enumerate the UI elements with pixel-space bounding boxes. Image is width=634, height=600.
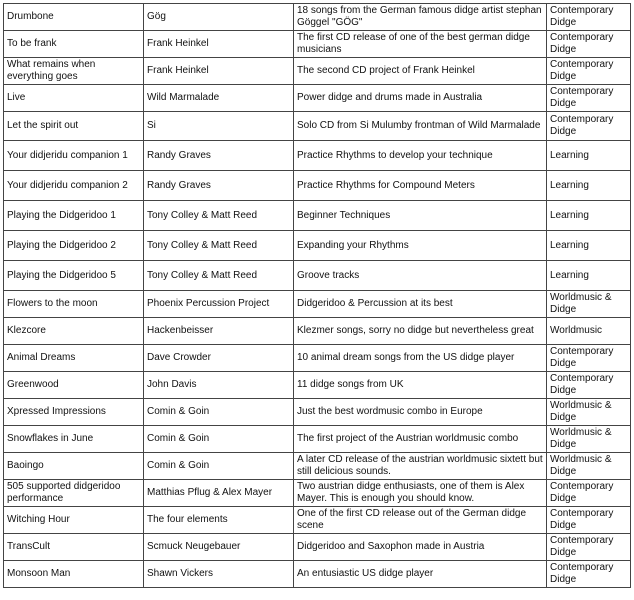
cd-description-cell: Expanding your Rhythms [294, 231, 547, 261]
cd-description-cell: Didgeridoo and Saxophon made in Austria [294, 534, 547, 561]
cd-genre-cell: Worldmusic & Didge [547, 399, 631, 426]
cd-genre-cell: Contemporary Didge [547, 58, 631, 85]
cd-genre-cell: Contemporary Didge [547, 561, 631, 588]
cd-description-cell: Groove tracks [294, 261, 547, 291]
cd-title-cell: 505 supported didgeridoo performance [4, 480, 144, 507]
table-row [4, 58, 631, 85]
cd-description-cell: One of the first CD release out of the German didge scene [294, 507, 547, 534]
cd-genre-cell: Contemporary Didge [547, 345, 631, 372]
cd-genre-cell: Learning [547, 141, 631, 171]
cd-title-cell: Greenwood [4, 372, 144, 399]
cd-genre-cell: Learning [547, 201, 631, 231]
table-row [4, 426, 631, 453]
cd-title-cell: Snowflakes in June [4, 426, 144, 453]
cd-description-cell: Klezmer songs, sorry no didge but nevertheless great [294, 318, 547, 345]
cd-genre-cell: Contemporary Didge [547, 31, 631, 58]
cd-title-cell: Your didjeridu companion 1 [4, 141, 144, 171]
cd-title-cell: Playing the Didgeridoo 2 [4, 231, 144, 261]
cd-artist-cell: Comin & Goin [144, 399, 294, 426]
cd-artist-cell: Randy Graves [144, 141, 294, 171]
cd-artist-cell: Tony Colley & Matt Reed [144, 201, 294, 231]
cd-genre-cell: Worldmusic [547, 318, 631, 345]
cd-title-cell: Xpressed Impressions [4, 399, 144, 426]
cd-artist-cell: Dave Crowder [144, 345, 294, 372]
cd-genre-cell: Contemporary Didge [547, 112, 631, 141]
cd-artist-cell: Tony Colley & Matt Reed [144, 261, 294, 291]
table-row [4, 4, 631, 31]
cd-description-cell: Didgeridoo & Percussion at its best [294, 291, 547, 318]
cd-catalog-table [3, 3, 631, 588]
table-row [4, 453, 631, 480]
cd-description-cell: Solo CD from Si Mulumby frontman of Wild Marmalade [294, 112, 547, 141]
cd-description-cell: Beginner Techniques [294, 201, 547, 231]
cd-description-cell: 10 animal dream songs from the US didge player [294, 345, 547, 372]
cd-artist-cell: John Davis [144, 372, 294, 399]
cd-description-cell: An entusiastic US didge player [294, 561, 547, 588]
table-row [4, 291, 631, 318]
cd-description-cell: A later CD release of the austrian worldmusic sixtett but still delicious sounds. [294, 453, 547, 480]
cd-title-cell: Your didjeridu companion 2 [4, 171, 144, 201]
table-row [4, 507, 631, 534]
table-row [4, 561, 631, 588]
table-row [4, 372, 631, 399]
cd-description-cell: The first project of the Austrian worldmusic combo [294, 426, 547, 453]
cd-artist-cell: The four elements [144, 507, 294, 534]
cd-artist-cell: Phoenix Percussion Project [144, 291, 294, 318]
cd-artist-cell: Comin & Goin [144, 426, 294, 453]
cd-description-cell: 18 songs from the German famous didge artist stephan Göggel "GÖG" [294, 4, 547, 31]
cd-genre-cell: Learning [547, 171, 631, 201]
cd-description-cell: The first CD release of one of the best german didge musicians [294, 31, 547, 58]
cd-description-cell: The second CD project of Frank Heinkel [294, 58, 547, 85]
cd-artist-cell: Frank Heinkel [144, 31, 294, 58]
cd-title-cell: Baoingo [4, 453, 144, 480]
cd-title-cell: Let the spirit out [4, 112, 144, 141]
cd-genre-cell: Contemporary Didge [547, 534, 631, 561]
table-row [4, 31, 631, 58]
table-row [4, 201, 631, 231]
cd-title-cell: Playing the Didgeridoo 1 [4, 201, 144, 231]
table-row [4, 261, 631, 291]
cd-title-cell: Live [4, 85, 144, 112]
cd-genre-cell: Contemporary Didge [547, 372, 631, 399]
cd-genre-cell: Contemporary Didge [547, 507, 631, 534]
cd-description-cell: Just the best wordmusic combo in Europe [294, 399, 547, 426]
table-row [4, 171, 631, 201]
cd-title-cell: To be frank [4, 31, 144, 58]
cd-title-cell: Animal Dreams [4, 345, 144, 372]
cd-title-cell: TransCult [4, 534, 144, 561]
cd-artist-cell: Frank Heinkel [144, 58, 294, 85]
cd-genre-cell: Worldmusic & Didge [547, 291, 631, 318]
cd-artist-cell: Randy Graves [144, 171, 294, 201]
cd-genre-cell: Learning [547, 231, 631, 261]
cd-artist-cell: Tony Colley & Matt Reed [144, 231, 294, 261]
table-row [4, 318, 631, 345]
table-row [4, 112, 631, 141]
cd-genre-cell: Learning [547, 261, 631, 291]
cd-genre-cell: Contemporary Didge [547, 4, 631, 31]
cd-artist-cell: Shawn Vickers [144, 561, 294, 588]
table-row [4, 231, 631, 261]
cd-title-cell: Flowers to the moon [4, 291, 144, 318]
cd-catalog-body [4, 4, 631, 588]
cd-title-cell: Klezcore [4, 318, 144, 345]
cd-artist-cell: Wild Marmalade [144, 85, 294, 112]
table-row [4, 85, 631, 112]
table-row [4, 141, 631, 171]
cd-title-cell: Drumbone [4, 4, 144, 31]
cd-description-cell: Practice Rhythms for Compound Meters [294, 171, 547, 201]
cd-description-cell: 11 didge songs from UK [294, 372, 547, 399]
cd-title-cell: Monsoon Man [4, 561, 144, 588]
cd-artist-cell: Hackenbeisser [144, 318, 294, 345]
table-row [4, 534, 631, 561]
cd-genre-cell: Contemporary Didge [547, 85, 631, 112]
cd-artist-cell: Comin & Goin [144, 453, 294, 480]
cd-artist-cell: Matthias Pflug & Alex Mayer [144, 480, 294, 507]
cd-description-cell: Two austrian didge enthusiasts, one of them is Alex Mayer. This is enough you should know. [294, 480, 547, 507]
cd-artist-cell: Scmuck Neugebauer [144, 534, 294, 561]
cd-description-cell: Power didge and drums made in Australia [294, 85, 547, 112]
cd-title-cell: Playing the Didgeridoo 5 [4, 261, 144, 291]
cd-genre-cell: Contemporary Didge [547, 480, 631, 507]
table-row [4, 345, 631, 372]
cd-description-cell: Practice Rhythms to develop your technique [294, 141, 547, 171]
cd-genre-cell: Worldmusic & Didge [547, 453, 631, 480]
cd-genre-cell: Worldmusic & Didge [547, 426, 631, 453]
table-row [4, 399, 631, 426]
cd-title-cell: What remains when everything goes [4, 58, 144, 85]
cd-title-cell: Witching Hour [4, 507, 144, 534]
cd-artist-cell: Si [144, 112, 294, 141]
cd-artist-cell: Gög [144, 4, 294, 31]
table-row [4, 480, 631, 507]
